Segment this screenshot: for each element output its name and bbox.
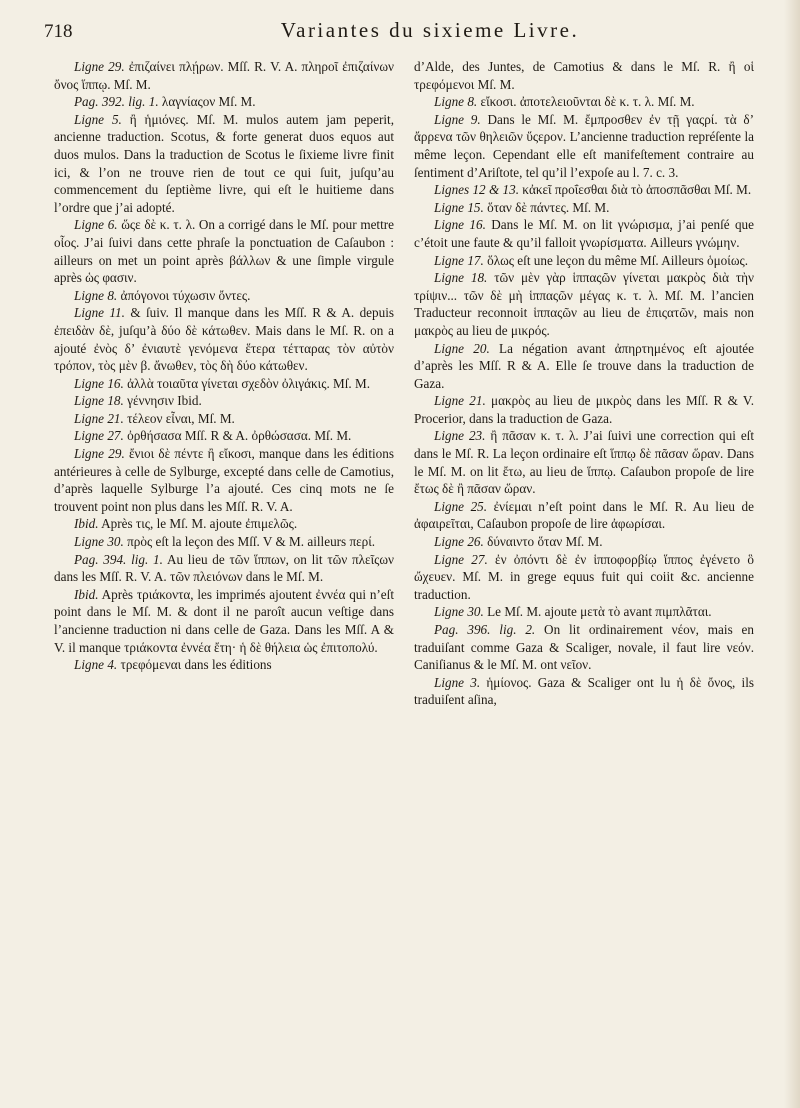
note-reference: Ligne 25. — [434, 498, 488, 514]
running-title: Variantes du sixieme Livre. — [280, 18, 580, 42]
variant-note — [54, 427, 394, 445]
note-reference: Ligne 3. — [434, 674, 481, 690]
note-text: & ſuiv. Il manque dans les Mſſ. R & A. depuis ἐπειδὰν δὲ, juſqu’à δύο δὲ κάτωθεν. Mais dans le Mſ. R. on a ajouté ἐνὸς δ’ ἐνιαυτὲ γενόμενα ἕτερα τέτταρας τὸν αὐτὸν τρόπον, τὸς μὲν β. ἄνωθεν, τὸς δὴ δύο κάτωθεν. — [54, 305, 394, 374]
note-text: Au lieu de τῶν ἵππων, on lit τῶν πλεῖςων dans les Mſſ. R. V. A. τῶν πλειόνων dans le Mſ. M. — [54, 551, 395, 585]
variant-note — [54, 93, 394, 111]
note-text: Le Mſ. M. ajoute μετὰ τὸ avant πιμπλᾶται. — [483, 604, 712, 620]
note-text: Dans le Mſ. M. on lit γνώρισμα, j’ai penſé que c’étoit une faute & qu’il falloit γνωρίσματα. Ailleurs γνώμην. — [414, 217, 754, 250]
note-text: ἢ πᾶσαν κ. τ. λ. J’ai ſuivi une correction qui eſt dans le Mſ. R. La leçon ordinaire eſt ἵππῳ δὲ πᾶσαν ὥραν. Dans le Mſ. M. on lit ἔτω, au lieu de ἵππῳ. Caſaubon propoſe de lire ἔτως δὲ ἢ πᾶσαν ὥραν. — [414, 428, 754, 497]
note-reference: Ligne 27. — [434, 551, 488, 567]
note-text: ὅταν δὲ πάντες. Mſ. M. — [483, 199, 610, 215]
note-text: Dans le Mſ. M. ἔμπροσθεν ἐν τῇ γαςρί. τὰ δ’ ἄρρενα τῶν θηλειῶν ὕςερον. L’ancienne traduction repréſente la même leçon. Cependant elle eſt manifeſtement contraire au ſentiment d’Ariſtote, tel qu’il l’expoſe au l. 7. c. 3. — [414, 111, 754, 180]
note-reference: Ligne 4. — [74, 657, 118, 673]
left-column — [54, 58, 394, 674]
variant-note — [54, 375, 394, 393]
note-reference: Ligne 17. — [434, 252, 484, 268]
note-text: ὥςε δὲ κ. τ. λ. On a corrigé dans le Mſ. pour mettre οἷος. J’ai ſuivi dans cette phraſe la ponctuation de Caſaubon : ailleurs on met un point après βάλλων & une ſimple virgule après ὡς φασιν. — [54, 217, 395, 286]
note-text: εἴκοσι. ἀποτελειοῦνται δὲ κ. τ. λ. Mſ. M. — [477, 94, 695, 110]
note-text: ἐπιζαίνει πλῄρων. Mſſ. R. V. A. πληροῖ ἐπιζαίνων ὄνος ἵππῳ. Mſ. M. — [54, 59, 394, 92]
note-text: δύναιντο ὅταν Mſ. M. — [483, 534, 603, 550]
variant-note — [414, 427, 754, 497]
note-reference: Ibid. — [74, 586, 99, 602]
variant-note — [54, 304, 394, 374]
note-text: On lit ordinairement νέον, mais en traduiſant comme Gaza & Scaliger, novale, il faut lire νεόν. Caniſianus & le Mſ. M. ont νεῖον. — [414, 622, 754, 673]
right-column — [414, 58, 754, 709]
note-reference: Pag. 396. lig. 2. — [434, 622, 536, 637]
variant-note — [414, 93, 754, 111]
note-reference: Ligne 11. — [74, 305, 125, 321]
variant-note — [54, 586, 394, 656]
variant-note — [414, 340, 754, 393]
note-reference: Ligne 15. — [434, 199, 484, 215]
note-reference: Ligne 8. — [434, 94, 478, 110]
variant-note — [414, 199, 754, 217]
variant-note — [414, 603, 754, 621]
variant-note — [54, 656, 394, 674]
variant-note — [54, 216, 394, 286]
variant-note — [414, 551, 754, 604]
note-text: ἢ ἡμιόνες. Mſ. M. mulos autem jam peperit, ancienne traduction. Scotus, & forte generat duos equos aut duos mulos. Dans la traduction de Scotus le ſixieme livre finit ici, & l’on ne trouve rien de tout ce qui ſuit, juſqu’au commencement du ſeptième livre, qui eſt le huitieme dans l’ordre que j’ai adopté. — [54, 111, 394, 215]
note-reference: Ligne 18. — [74, 393, 124, 409]
note-reference: Lignes 12 & 13. — [434, 182, 519, 198]
note-text: ἡμίονος. Gaza & Scaliger ont lu ἡ δὲ ὄνος, ils traduiſent aſina, — [414, 674, 754, 708]
variant-note — [414, 392, 754, 427]
note-text: Après τριάκοντα, les imprimés ajoutent ἐννέα qui n’eſt point dans le Mſ. M. & dont il ne paroît aucun veſtige dans l’ancienne traduction ni dans celle de Gaza. Dans les Mſſ. A & V. il manque τριάκοντα ἐννέα ἔτη· ἡ δὲ θήλεια ὡς ἐπιτοπολύ. — [54, 586, 394, 655]
note-text: μακρὸς au lieu de μικρὸς dans les Mſſ. R & V. Procerior, dans la traduction de Gaza. — [414, 393, 754, 426]
variant-note — [54, 287, 394, 305]
variant-note — [54, 533, 394, 551]
note-text: ὅλως eſt une leçon du même Mſ. Ailleurs ὁμοίως. — [483, 252, 749, 268]
variant-note — [54, 58, 394, 93]
note-text: τρεφόμεναι dans les éditions — [117, 657, 272, 673]
variant-note — [414, 252, 754, 270]
note-text: ἀλλὰ τοιαῦτα γίνεται σχεδὸν ὀλιγάκις. Mſ. M. — [123, 375, 371, 391]
note-reference: Ligne 8. — [74, 287, 118, 303]
running-header — [44, 18, 756, 52]
note-reference: Pag. 392. lig. 1. — [74, 94, 159, 110]
variant-note — [414, 58, 754, 93]
note-text: γέννησιν Ibid. — [123, 393, 202, 409]
note-text: ὀρθήσασα Mſſ. R & A. ὀρθώσασα. Mſ. M. — [123, 428, 352, 444]
note-reference: Ligne 18. — [434, 270, 488, 286]
note-reference: Ligne 6. — [74, 217, 118, 233]
variant-note — [54, 392, 394, 410]
note-reference: Ligne 20. — [434, 340, 490, 356]
note-text: ἐνίεμαι n’eſt point dans le Mſ. R. Au lieu de ἀφαιρεῖται, Caſaubon propoſe de lire ἀφωρίσαι. — [414, 498, 754, 532]
note-reference: Ligne 16. — [434, 217, 486, 233]
note-text: λαγνίαςον Mſ. M. — [158, 94, 256, 110]
note-reference: Ligne 21. — [74, 410, 124, 426]
note-reference: Ligne 30. — [74, 534, 124, 550]
note-text: κἀκεῖ προΐεσθαι διὰ τὸ ἀποσπᾶσθαι Mſ. M. — [519, 182, 752, 198]
note-text: τέλεον εἶναι, Mſ. M. — [123, 410, 235, 426]
variant-note — [414, 498, 754, 533]
note-reference: Ligne 29. — [74, 446, 125, 462]
variant-note — [54, 515, 394, 533]
note-reference: Ligne 5. — [74, 111, 122, 127]
note-text: Après τις, le Mſ. M. ajoute ἐπιμελῶς. — [98, 516, 298, 532]
note-reference: Ligne 30. — [434, 604, 484, 620]
variant-note — [54, 551, 394, 586]
note-text: ἀπόγονοι τύχωσιν ὄντες. — [117, 287, 251, 303]
variant-note — [414, 674, 754, 709]
page-edge-shadow — [784, 0, 800, 1108]
note-reference: Ligne 26. — [434, 534, 484, 550]
note-reference: Ligne 23. — [434, 428, 486, 444]
note-text: τῶν μὲν γὰρ ἱππαςῶν γίνεται μακρὸς διὰ τὴν τρίψιν... τῶν δὲ μὴ ἱππαςῶν μέγας κ. τ. λ. Mſ. M. l’ancien Traducteur reconnoit ἱππαςῶν au lieu de ἐπιςατῶν, mais non μακρὸς au lieu de μικρός. — [414, 270, 754, 338]
variant-note — [54, 111, 394, 217]
variant-note — [414, 533, 754, 551]
note-text: La négation avant ἀπηρτημένος eſt ajoutée d’après les Mſſ. R & A. Elle ſe trouve dans la traduction de Gaza. — [414, 340, 755, 391]
page-number: 718 — [44, 21, 73, 42]
variant-note — [414, 111, 754, 181]
note-text: ἔνιοι δὲ πέντε ἢ εἴκοσι, manque dans les éditions antérieures à celle de Sylburge, excepté dans celle de Camotius, d’après laquelle Sylburge l’a ajouté. Ces cinq mots ne ſe trouvent point non plus dans les Mſſ. R. V. A. — [54, 446, 394, 514]
note-reference: Pag. 394. lig. 1. — [74, 551, 163, 567]
variant-note — [54, 445, 394, 515]
note-reference: Ibid. — [74, 516, 99, 532]
note-text: d’Alde, des Juntes, de Camotius & dans le Mſ. R. ἢ οἱ τρεφόμενοι Mſ. M. — [414, 59, 754, 92]
note-reference: Ligne 16. — [74, 375, 124, 391]
variant-note — [414, 621, 754, 674]
note-reference: Ligne 9. — [434, 111, 481, 127]
note-reference: Ligne 29. — [74, 59, 125, 74]
variant-note — [414, 181, 754, 199]
note-reference: Ligne 21. — [434, 393, 486, 409]
variant-note — [54, 410, 394, 428]
variant-note — [414, 216, 754, 251]
note-text: πρὸς eſt la leçon des Mſſ. V & M. ailleurs περί. — [123, 534, 376, 550]
note-reference: Ligne 27. — [74, 428, 124, 444]
variant-note — [414, 269, 754, 339]
note-text: ἐν ὀπόντι δὲ ἐν ἱπποφορβίῳ ἵππος ἐγένετο ὃ ὤχευεν. Mſ. M. in grege equus fuit qui coiit &c. ancienne traduction. — [414, 551, 754, 602]
